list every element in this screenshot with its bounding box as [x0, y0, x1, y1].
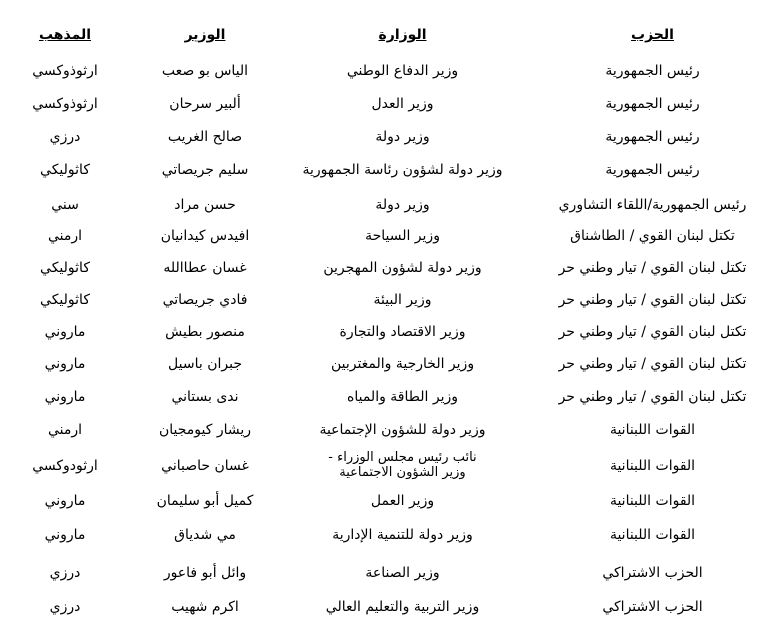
- cell-ministry: وزير العدل: [371, 95, 434, 112]
- table-row: [0, 447, 777, 485]
- cell-sect: ماروني: [44, 355, 86, 372]
- cell-ministry: وزير الدفاع الوطني: [346, 62, 459, 79]
- cell-ministry: نائب رئيس مجلس الوزراء - وزير الشؤون الاجتماعية: [328, 450, 477, 480]
- cell-party: رئيس الجمهورية/اللقاء التشاوري: [558, 196, 747, 213]
- cell-party: تكتل لبنان القوي / تيار وطني حر: [558, 388, 747, 405]
- table-row: [0, 484, 777, 518]
- cell-minister: ندى بستاني: [171, 388, 239, 405]
- cell-ministry: وزير الطاقة والمياه: [347, 388, 458, 405]
- table-row: [0, 590, 777, 624]
- cell-minister: سليم جريصاتي: [161, 161, 249, 178]
- cell-minister: ريشار كيومجيان: [158, 421, 252, 438]
- cell-minister: ألبير سرحان: [169, 95, 241, 112]
- table-row: [0, 556, 777, 590]
- table-row: [0, 380, 777, 414]
- cell-party: رئيس الجمهورية: [605, 128, 700, 145]
- header-party: الحزب: [631, 26, 674, 43]
- cell-sect: درزي: [49, 598, 81, 615]
- cell-minister: اكرم شهيب: [171, 598, 239, 615]
- cell-party: تكتل لبنان القوي / تيار وطني حر: [558, 291, 747, 308]
- table-row: [0, 347, 777, 381]
- cell-minister: الياس بو صعب: [161, 62, 249, 79]
- cell-minister: منصور بطيش: [165, 323, 245, 340]
- cell-party: الحزب الاشتراكي: [602, 598, 703, 615]
- cell-minister: غسان حاصباني: [161, 457, 249, 474]
- cell-sect: كاثوليكي: [40, 161, 90, 178]
- cell-ministry: وزير الخارجية والمغتربين: [330, 355, 475, 372]
- table-row: [0, 153, 777, 187]
- header-minister: الوزير: [184, 26, 226, 43]
- cell-party: القوات اللبنانية: [609, 421, 696, 438]
- cell-sect: ماروني: [44, 388, 86, 405]
- cell-ministry: وزير البيئة: [373, 291, 432, 308]
- table-row: [0, 54, 777, 88]
- cell-ministry: وزير دولة للشؤون الإجتماعية: [319, 421, 486, 438]
- cell-party: رئيس الجمهورية: [605, 95, 700, 112]
- table-row: [0, 120, 777, 154]
- cell-sect: ماروني: [44, 323, 86, 340]
- cell-sect: ارثودوكسي: [32, 457, 98, 474]
- table-row: [0, 219, 777, 253]
- cell-party: القوات اللبنانية: [609, 492, 696, 509]
- cell-sect: ارثوذوكسي: [32, 95, 98, 112]
- cell-minister: وائل أبو فاعور: [163, 564, 247, 581]
- cell-minister: صالح الغريب: [167, 128, 243, 145]
- cell-minister: جبران باسيل: [168, 355, 242, 372]
- cell-ministry: وزير دولة: [375, 128, 430, 145]
- cell-sect: كاثوليكي: [40, 291, 90, 308]
- cell-party: القوات اللبنانية: [609, 457, 696, 474]
- cell-ministry: وزير دولة: [375, 196, 430, 213]
- cell-ministry: وزير العمل: [370, 492, 435, 509]
- cell-minister: غسان عطاالله: [163, 259, 247, 276]
- cell-party: رئيس الجمهورية: [605, 62, 700, 79]
- cell-party: تكتل لبنان القوي / الطاشناق: [570, 227, 735, 244]
- header-ministry: الوزارة: [378, 26, 427, 43]
- cell-ministry: وزير الصناعة: [365, 564, 440, 581]
- cell-ministry: وزير التربية والتعليم العالي: [325, 598, 480, 615]
- cell-party: القوات اللبنانية: [609, 526, 696, 543]
- cell-sect: ارمني: [47, 421, 83, 438]
- table-row: [0, 413, 777, 447]
- cell-sect: ماروني: [44, 492, 86, 509]
- cell-sect: ماروني: [44, 526, 86, 543]
- table-row: [0, 283, 777, 317]
- cell-sect: ارثوذوكسي: [32, 62, 98, 79]
- cell-ministry: وزير دولة لشؤون المهجرين: [323, 259, 482, 276]
- table-row: [0, 87, 777, 121]
- cell-ministry: وزير الاقتصاد والتجارة: [339, 323, 466, 340]
- cell-ministry: وزير دولة لشؤون رئاسة الجمهورية: [302, 161, 503, 178]
- cell-party: تكتل لبنان القوي / تيار وطني حر: [558, 355, 747, 372]
- cell-sect: درزي: [49, 564, 81, 581]
- table-row: [0, 315, 777, 349]
- cell-party: تكتل لبنان القوي / تيار وطني حر: [558, 259, 747, 276]
- cell-ministry: وزير السياحة: [365, 227, 440, 244]
- cell-minister: كميل أبو سليمان: [156, 492, 254, 509]
- table-header: [0, 18, 777, 52]
- cell-minister: فادي جريصاتي: [162, 291, 248, 308]
- cell-minister: افيدس كيدانيان: [160, 227, 250, 244]
- cell-party: تكتل لبنان القوي / تيار وطني حر: [558, 323, 747, 340]
- cell-sect: درزي: [49, 128, 81, 145]
- cell-sect: سني: [51, 196, 79, 213]
- cell-sect: ارمني: [47, 227, 83, 244]
- cell-party: الحزب الاشتراكي: [602, 564, 703, 581]
- cell-party: رئيس الجمهورية: [605, 161, 700, 178]
- cell-minister: حسن مراد: [174, 196, 236, 213]
- header-sect: المذهب: [38, 26, 92, 43]
- cell-minister: مي شدياق: [174, 526, 236, 543]
- cell-sect: كاثوليكي: [40, 259, 90, 276]
- table-row: [0, 188, 777, 222]
- cell-ministry: وزير دولة للتنمية الإدارية: [332, 526, 473, 543]
- table-row: [0, 251, 777, 285]
- table-row: [0, 518, 777, 552]
